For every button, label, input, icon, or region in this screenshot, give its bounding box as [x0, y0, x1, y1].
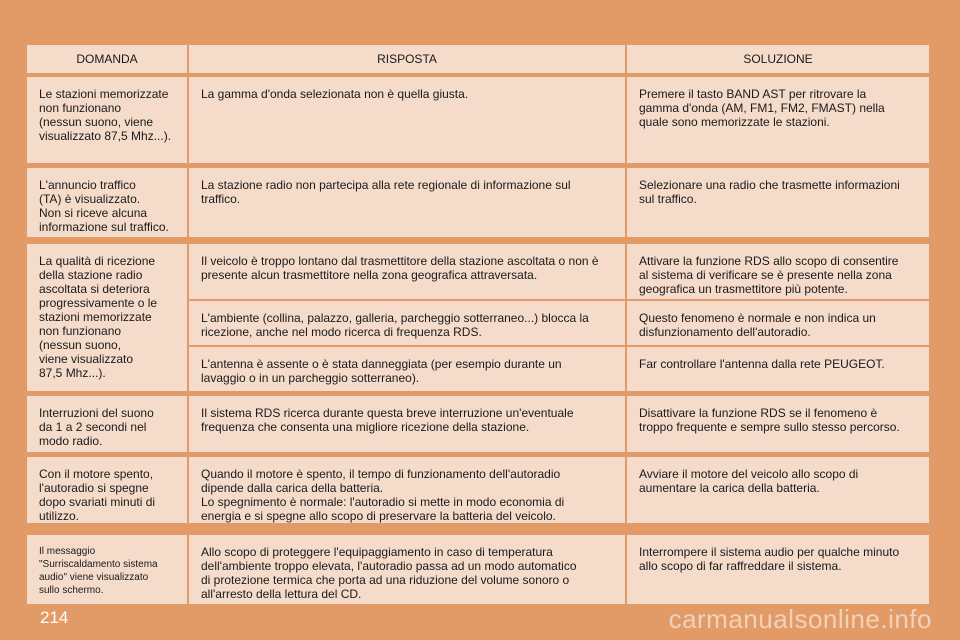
- solution-cell: Questo fenomeno è normale e non indica un disfunzionamento dell'autoradio.: [627, 301, 929, 345]
- answer-cell: Il veicolo è troppo lontano dal trasmettitore della stazione ascoltata o non è presente alcun trasmettitore nella zona geografica attraversata.: [189, 244, 625, 299]
- question-cell: Con il motore spento, l'autoradio si spegne dopo svariati minuti di utilizzo.: [27, 457, 187, 523]
- question-cell: Interruzioni del suono da 1 a 2 secondi nel modo radio.: [27, 396, 187, 452]
- header-soluzione: SOLUZIONE: [627, 45, 929, 73]
- page-number: 214: [40, 608, 69, 627]
- solution-cell: Interrompere il sistema audio per qualche minuto allo scopo di far raffreddare il sistema.: [627, 535, 929, 604]
- question-cell: Le stazioni memorizzate non funzionano (nessun suono, viene visualizzato 87,5 Mhz...).: [27, 77, 187, 163]
- question-cell: La qualità di ricezione della stazione radio ascoltata si deteriora progressivamente o le stazioni memorizzate non funzionano (nessun suono, viene visualizzato 87,5 Mhz...).: [27, 244, 187, 391]
- answer-cell: Quando il motore è spento, il tempo di funzionamento dell'autoradio dipende dalla carica della batteria. Lo spegnimento è normale: l'autoradio si mette in modo economia di energia e si spegne allo scopo di preservare la batteria del veicolo.: [189, 457, 625, 523]
- answer-cell: L'antenna è assente o è stata danneggiata (per esempio durante un lavaggio o in un parcheggio sotterraneo).: [189, 347, 625, 391]
- header-domanda: DOMANDA: [27, 45, 187, 73]
- solution-cell: Premere il tasto BAND AST per ritrovare la gamma d'onda (AM, FM1, FM2, FMAST) nella quale sono memorizzate le stazioni.: [627, 77, 929, 163]
- solution-cell: Attivare la funzione RDS allo scopo di consentire al sistema di verificare se è presente nella zona geografica un trasmettitore più potente.: [627, 244, 929, 299]
- solution-cell: Avviare il motore del veicolo allo scopo di aumentare la carica della batteria.: [627, 457, 929, 523]
- answer-cell: Allo scopo di proteggere l'equipaggiamento in caso di temperatura dell'ambiente troppo elevata, l'autoradio passa ad un modo automatico di protezione termica che porta ad una riduzione del volume sonoro o all'arresto della lettura del CD.: [189, 535, 625, 604]
- answer-cell: La stazione radio non partecipa alla rete regionale di informazione sul traffico.: [189, 168, 625, 237]
- solution-cell: Disattivare la funzione RDS se il fenomeno è troppo frequente e sempre sullo stesso percorso.: [627, 396, 929, 452]
- solution-cell: Selezionare una radio che trasmette informazioni sul traffico.: [627, 168, 929, 237]
- answer-cell: L'ambiente (collina, palazzo, galleria, parcheggio sotterraneo...) blocca la ricezione, anche nel modo ricerca di frequenza RDS.: [189, 301, 625, 345]
- question-cell: L'annuncio traffico (TA) è visualizzato. Non si riceve alcuna informazione sul traffico.: [27, 168, 187, 237]
- answer-cell: La gamma d'onda selezionata non è quella giusta.: [189, 77, 625, 163]
- question-cell: Il messaggio "Surriscaldamento sistema audio" viene visualizzato sullo schermo.: [27, 535, 187, 604]
- troubleshooting-table: [27, 45, 929, 604]
- answer-cell: Il sistema RDS ricerca durante questa breve interruzione un'eventuale frequenza che consenta una migliore ricezione della stazione.: [189, 396, 625, 452]
- watermark: carmanualsonline.info: [668, 604, 932, 634]
- solution-cell: Far controllare l'antenna dalla rete PEUGEOT.: [627, 347, 929, 391]
- header-risposta: RISPOSTA: [189, 45, 625, 73]
